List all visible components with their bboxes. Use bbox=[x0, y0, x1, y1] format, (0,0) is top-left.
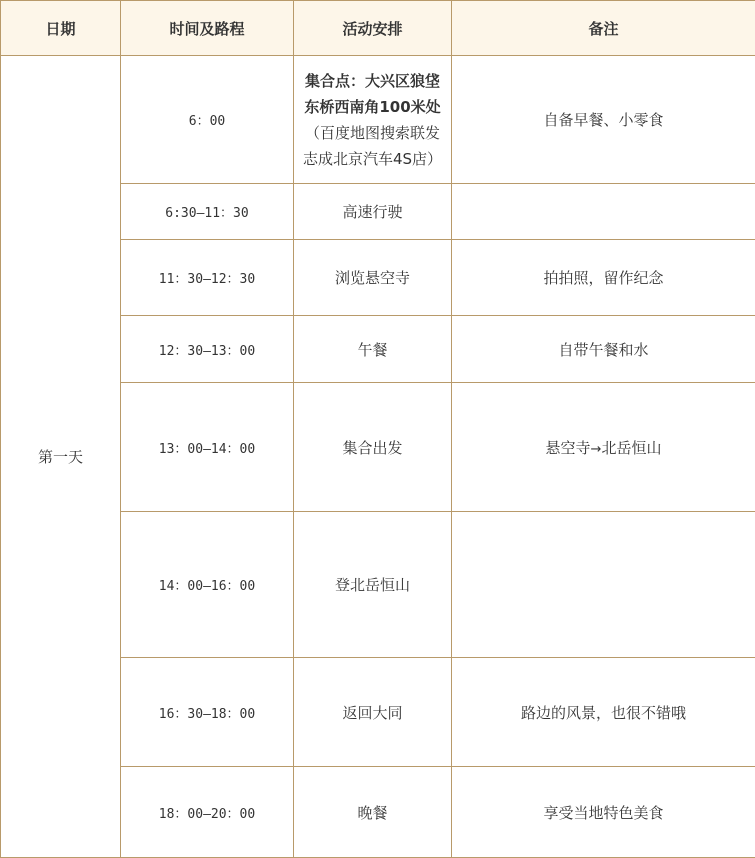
activity-cell: 高速行驶 bbox=[294, 184, 452, 240]
route-to: 北岳恒山 bbox=[601, 439, 661, 457]
header-time-route: 时间及路程 bbox=[121, 1, 294, 56]
route-from: 悬空寺 bbox=[546, 439, 591, 457]
meeting-point-text: 集合点：大兴区狼垡东桥西南角100米处 bbox=[300, 68, 445, 120]
time-cell: 11：30—12：30 bbox=[121, 240, 294, 316]
day-cell: 第一天 bbox=[1, 56, 121, 858]
note-cell: 享受当地特色美食 bbox=[452, 767, 755, 858]
arrow-right-icon: → bbox=[591, 442, 602, 457]
table-row bbox=[1, 56, 755, 184]
activity-cell: 集合出发 bbox=[294, 383, 452, 512]
time-cell: 13：00—14：00 bbox=[121, 383, 294, 512]
header-row bbox=[1, 1, 755, 56]
activity-cell: 浏览悬空寺 bbox=[294, 240, 452, 316]
activity-cell: 登北岳恒山 bbox=[294, 512, 452, 658]
activity-cell: 午餐 bbox=[294, 316, 452, 383]
note-cell: 自带午餐和水 bbox=[452, 316, 755, 383]
note-cell bbox=[452, 512, 755, 658]
note-cell: 拍拍照，留作纪念 bbox=[452, 240, 755, 316]
activity-cell: 晚餐 bbox=[294, 767, 452, 858]
note-cell bbox=[452, 184, 755, 240]
time-cell: 14：00—16：00 bbox=[121, 512, 294, 658]
activity-cell: 返回大同 bbox=[294, 658, 452, 767]
time-cell: 12：30—13：00 bbox=[121, 316, 294, 383]
time-cell: 6:30—11：30 bbox=[121, 184, 294, 240]
note-cell: 路边的风景，也很不错哦 bbox=[452, 658, 755, 767]
time-cell: 16：30—18：00 bbox=[121, 658, 294, 767]
meeting-point-hint: （百度地图搜索联发志成北京汽车4S店） bbox=[300, 120, 445, 172]
note-cell bbox=[452, 383, 755, 512]
activity-cell bbox=[294, 56, 452, 184]
header-activity: 活动安排 bbox=[294, 1, 452, 56]
header-notes: 备注 bbox=[452, 1, 755, 56]
time-cell: 18：00—20：00 bbox=[121, 767, 294, 858]
time-cell: 6：00 bbox=[121, 56, 294, 184]
header-date: 日期 bbox=[1, 1, 121, 56]
note-cell: 自备早餐、小零食 bbox=[452, 56, 755, 184]
